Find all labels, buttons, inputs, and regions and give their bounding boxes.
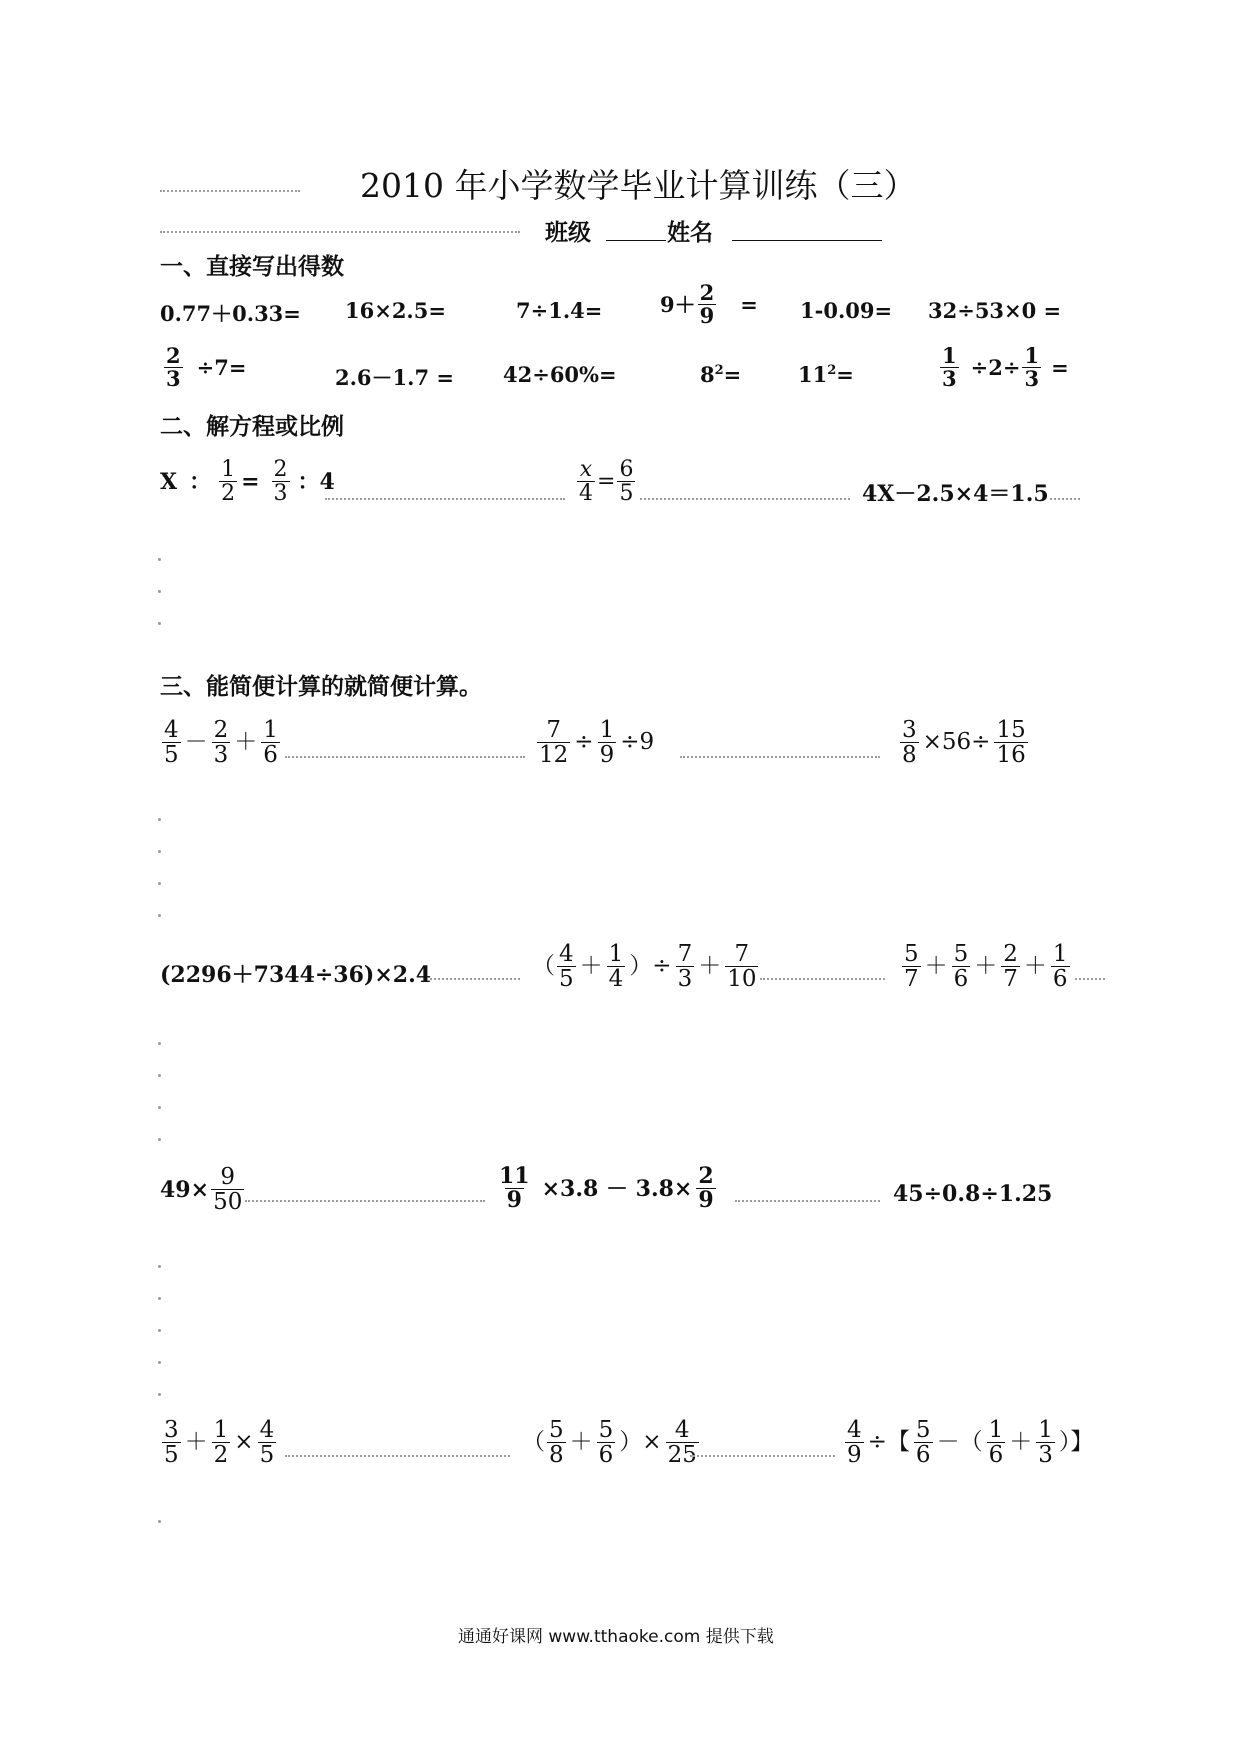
item-2-6: $\frac{1}{3}$ ÷2÷ $\frac{1}{3}$ =: [942, 343, 1069, 392]
item-2-4: $8^2=$: [700, 362, 742, 387]
item-1-2: 16×2.5=: [345, 298, 446, 323]
item-2-1: $\frac{2}{3}$ ÷7=: [166, 343, 247, 392]
equation-1: X ： $\frac{1}{2}$ = $\frac{2}{3}$ ：4: [160, 457, 335, 507]
item-1-4: 9＋ $\frac{2}{9}$ =: [660, 280, 758, 329]
section2-heading: 二、解方程或比例: [160, 413, 344, 440]
problem-1: 4 5 － 2 3 ＋ 1 6: [164, 717, 278, 769]
item-2-5: $11^2=$: [798, 362, 854, 387]
name-label: 姓名: [667, 219, 713, 246]
item-1-1: 0.77＋0.33=: [160, 301, 301, 326]
equation-3: 4X－2.5×4＝1.5: [862, 481, 1049, 507]
item-2-3: 42÷60%=: [503, 362, 617, 387]
class-blank: [606, 240, 666, 241]
footer-text: 通通好课网 www.tthaoke.com 提供下载: [458, 1627, 774, 1647]
problem-8: $\frac{11}{9}$ ×3.8 － 3.8× $\frac{2}{9}$: [499, 1163, 714, 1214]
problem-2: $\frac{7}{12}$ ÷ $\frac{1}{9}$ ÷9: [539, 717, 655, 769]
problem-12: $\frac{4}{9}$ ÷【 5 6 －（ 1 6 ＋ 1 3 ）】: [847, 1417, 1094, 1469]
problem-7: 49× $\frac{9}{50}$: [160, 1164, 243, 1216]
section3-heading: 三、能简便计算的就简便计算。: [160, 673, 482, 700]
problem-6: 5 7 ＋ 5 6 ＋ 2 7 ＋ 1 6: [904, 941, 1068, 993]
section1-heading: 一、直接写出得数: [160, 253, 344, 280]
class-label: 班级: [545, 219, 591, 246]
item-1-3: 7÷1.4=: [516, 298, 603, 323]
problem-4: (2296＋7344÷36)×2.4: [160, 962, 432, 988]
problem-10: 3 5 ＋ $\frac{1}{2}$ × $\frac{4}{5}$: [164, 1417, 275, 1469]
item-1-5: 1-0.09=: [800, 298, 893, 323]
problem-9: 45÷0.8÷1.25: [893, 1181, 1053, 1207]
equation-2: $\frac{x}{4}$ = $\frac{6}{5}$: [579, 457, 634, 507]
item-1-6: 32÷53×0 =: [928, 298, 1062, 323]
problem-3: $\frac{3}{8}$ ×56÷ $\frac{15}{16}$: [902, 717, 1026, 769]
page-title: 2010 年小学数学毕业计算训练（三）: [360, 166, 917, 205]
problem-11: （ 5 8 ＋ 5 6 ）× $\frac{4}{25}$: [522, 1417, 697, 1469]
item-2-2: 2.6－1.7 =: [335, 365, 454, 390]
name-blank: [732, 240, 882, 241]
problem-5: （ 4 5 ＋ 1 4 ）÷ $\frac{7}{3}$ ＋ 7 10: [532, 941, 757, 993]
